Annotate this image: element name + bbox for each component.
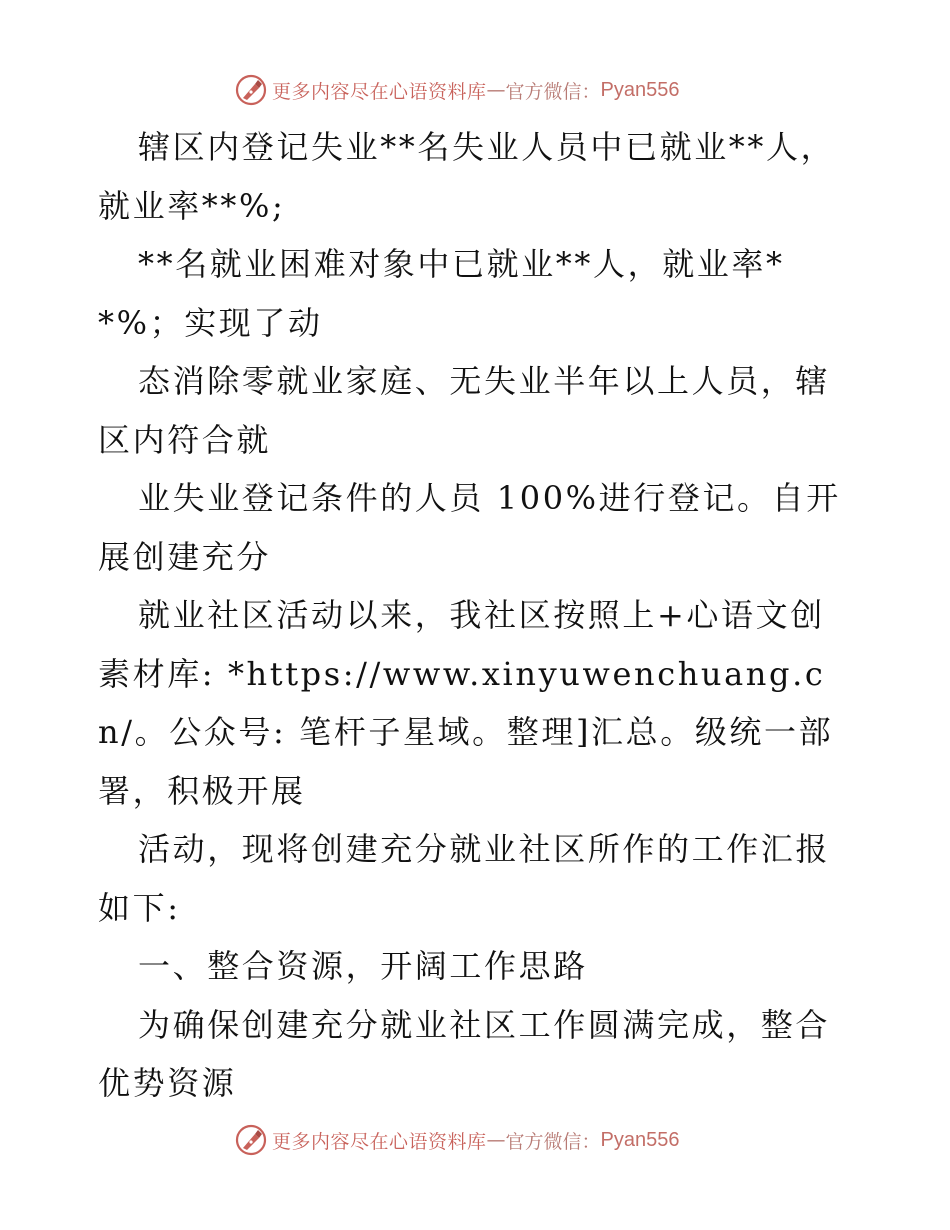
paragraph: 就业社区活动以来，我社区按照上+心语文创素材库: *https://www.xinyuwenchuang.cn/。公众号: 笔杆子星域。整理]汇总。级统一部署，积极开展	[98, 596, 834, 810]
paragraph: 为确保创建充分就业社区工作圆满完成，整合优势资源	[98, 1005, 831, 1102]
paragraph: 活动，现将创建充分就业社区所作的工作汇报如下:	[98, 830, 831, 927]
banner-text: 更多内容尽在心语资料库	[272, 80, 487, 103]
banner-wechat-id: Pyan556	[600, 78, 680, 101]
paragraph: 态消除零就业家庭、无失业半年以上人员，辖区内符合就	[98, 362, 831, 459]
fountain-pen-logo-icon	[234, 73, 268, 107]
banner-wechat-id: Pyan556	[600, 1128, 680, 1151]
header-banner	[234, 72, 734, 108]
document-body	[98, 118, 858, 1113]
footer-banner	[234, 1122, 734, 1158]
banner-wechat-label: 官方微信：	[505, 1130, 601, 1153]
paragraph: 业失业登记条件的人员 100%进行登记。自开展创建充分	[98, 479, 841, 576]
banner-separator: —	[486, 79, 506, 101]
paragraph: 辖区内登记失业**名失业人员中已就业**人，就业率**%;	[98, 128, 836, 225]
section-heading: 一、整合资源，开阔工作思路	[138, 947, 588, 985]
paragraph: **名就业困难对象中已就业**人，就业率**%；实现了动	[98, 245, 785, 342]
banner-wechat-label: 官方微信：	[505, 80, 601, 103]
banner-separator: —	[486, 1129, 506, 1151]
fountain-pen-logo-icon	[234, 1123, 268, 1157]
banner-text: 更多内容尽在心语资料库	[272, 1130, 487, 1153]
